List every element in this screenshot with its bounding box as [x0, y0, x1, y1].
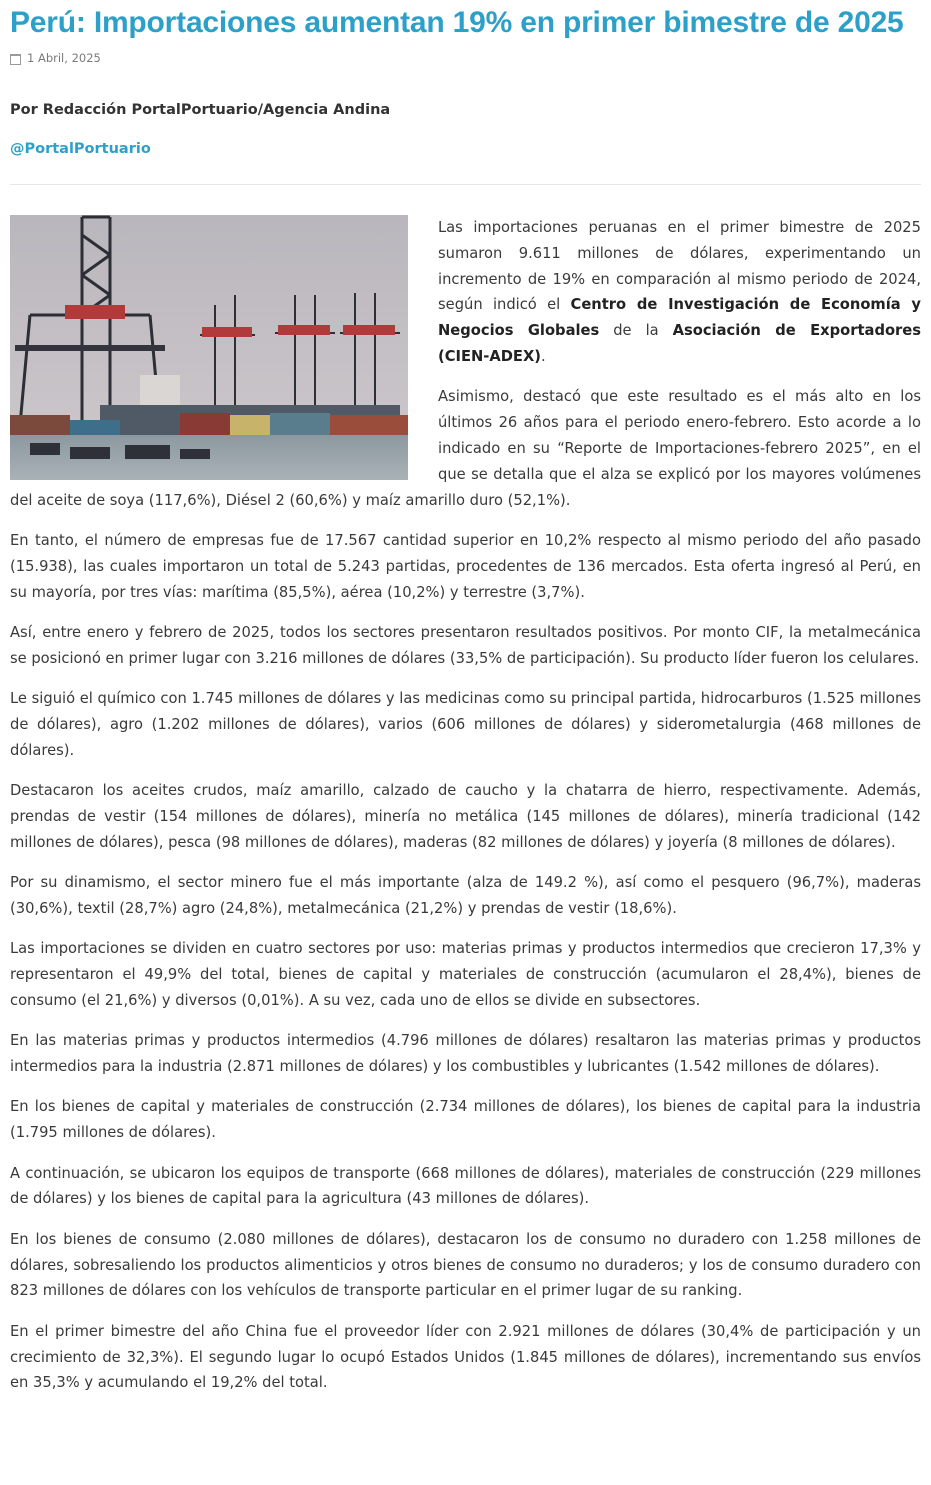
article-paragraph: Destacaron los aceites crudos, maíz amarillo, calzado de caucho y la chatarra de hierro, respectivamente. Además, prendas de vestir (154 millones de dólares), minería no metálica (145 millones de dólares), minería tradicional (142 millones de dólares), pesca (98 millones de dólares), maderas (82 millones de dólares) y joyería (8 millones de dólares). — [10, 782, 921, 851]
article-paragraph: A continuación, se ubicaron los equipos de transporte (668 millones de dólares), materiales de construcción (229 millones de dólares) y los bienes de capital para la agricultura (43 millones de dólares). — [10, 1164, 921, 1208]
article-paragraph: Por su dinamismo, el sector minero fue el más importante (alza de 149.2 %), así como el pesquero (96,7%), maderas (30,6%), textil (28,7%) agro (24,8%), metalmecánica (21,2%) y prendas de vestir (18,6%). — [10, 874, 921, 917]
article-body — [10, 215, 921, 1396]
article-page — [10, 0, 921, 1411]
divider — [10, 184, 921, 185]
post-date-text: 1 Abril, 2025 — [27, 51, 101, 65]
article-paragraph: En el primer bimestre del año China fue el proveedor líder con 2.921 millones de dólares (30,4% de participación y un crecimiento de 32,3%). El segundo lugar lo ocupó Estados Unidos (1.845 millones de dólares), incrementando sus envíos en 35,3% y acumulando el 19,2% del total. — [10, 1322, 921, 1392]
calendar-icon — [10, 54, 21, 65]
post-date — [10, 50, 921, 66]
article-paragraph: En los bienes de consumo (2.080 millones de dólares), destacaron los de consumo no duradero con 1.258 millones de dólares, sobresaliendo los productos alimenticios y otros bienes de consumo no duraderos; y los de consumo duradero con 823 millones de dólares con los vehículos de transporte particular en el primer lugar de su ranking. — [10, 1230, 921, 1300]
article-paragraph: En tanto, el número de empresas fue de 17.567 cantidad superior en 10,2% respecto al mismo periodo del año pasado (15.938), las cuales importaron un total de 5.243 partidas, procedentes de 136 mercados. Esta oferta ingresó al Perú, en su mayoría, por tres vías: marítima (85,5%), aérea (10,2%) y terrestre (3,7%). — [10, 531, 921, 601]
article-paragraph: Las importaciones se dividen en cuatro sectores por uso: materias primas y productos intermedios que crecieron 17,3% y representaron el 49,9% del total, bienes de capital y materiales de construcción (acumularon el 28,4%), bienes de consumo (el 21,6%) y diversos (0,01%). A su vez, cada uno de ellos se divide en subsectores. — [10, 940, 921, 1009]
port-cranes-photo — [10, 215, 408, 480]
article-paragraph: Así, entre enero y febrero de 2025, todos los sectores presentaron resultados positivos. Por monto CIF, la metalmecánica se posicionó en primer lugar con 3.216 millones de dólares (33,5% de participación). Su producto líder fueron los celulares. — [10, 623, 921, 667]
twitter-handle-link[interactable]: @PortalPortuario — [10, 141, 151, 157]
article-paragraph: Las importaciones peruanas en el primer bimestre de 2025 sumaron 9.611 millones de dólares, experimentando un incremento de 19% en comparación al mismo periodo de 2024, según indicó el Centro de Investigación de Economía y Negocios Globales de la Asociación de Exportadores (CIEN-ADEX). — [438, 219, 921, 365]
article-paragraph: Asimismo, destacó que este resultado es el más alto en los últimos 26 años para el periodo enero-febrero. Esto acorde a lo indicado en su “Reporte de Importaciones-febrero 2025”, en el que se detalla que el alza se explicó por los mayores volúmenes del aceite de soya (117,6%), Diésel 2 (60,6%) y maíz amarillo duro (52,1%). — [10, 388, 921, 509]
article-paragraph: En los bienes de capital y materiales de construcción (2.734 millones de dólares), los bienes de capital para la industria (1.795 millones de dólares). — [10, 1098, 921, 1142]
article-title: Perú: Importaciones aumentan 19% en primer bimestre de 2025 — [10, 6, 904, 39]
article-paragraph: En las materias primas y productos intermedios (4.796 millones de dólares) resaltaron las materias primas y productos intermedios para la industria (2.871 millones de dólares) y los combustibles y lubricantes (1.542 millones de dólares). — [10, 1032, 921, 1076]
article-paragraph: Le siguió el químico con 1.745 millones de dólares y las medicinas como su principal partida, hidrocarburos (1.525 millones de dólares), agro (1.202 millones de dólares), varios (606 millones de dólares) y siderometalurgia (468 millones de dólares). — [10, 690, 921, 759]
byline: Por Redacción PortalPortuario/Agencia Andina — [10, 102, 391, 118]
